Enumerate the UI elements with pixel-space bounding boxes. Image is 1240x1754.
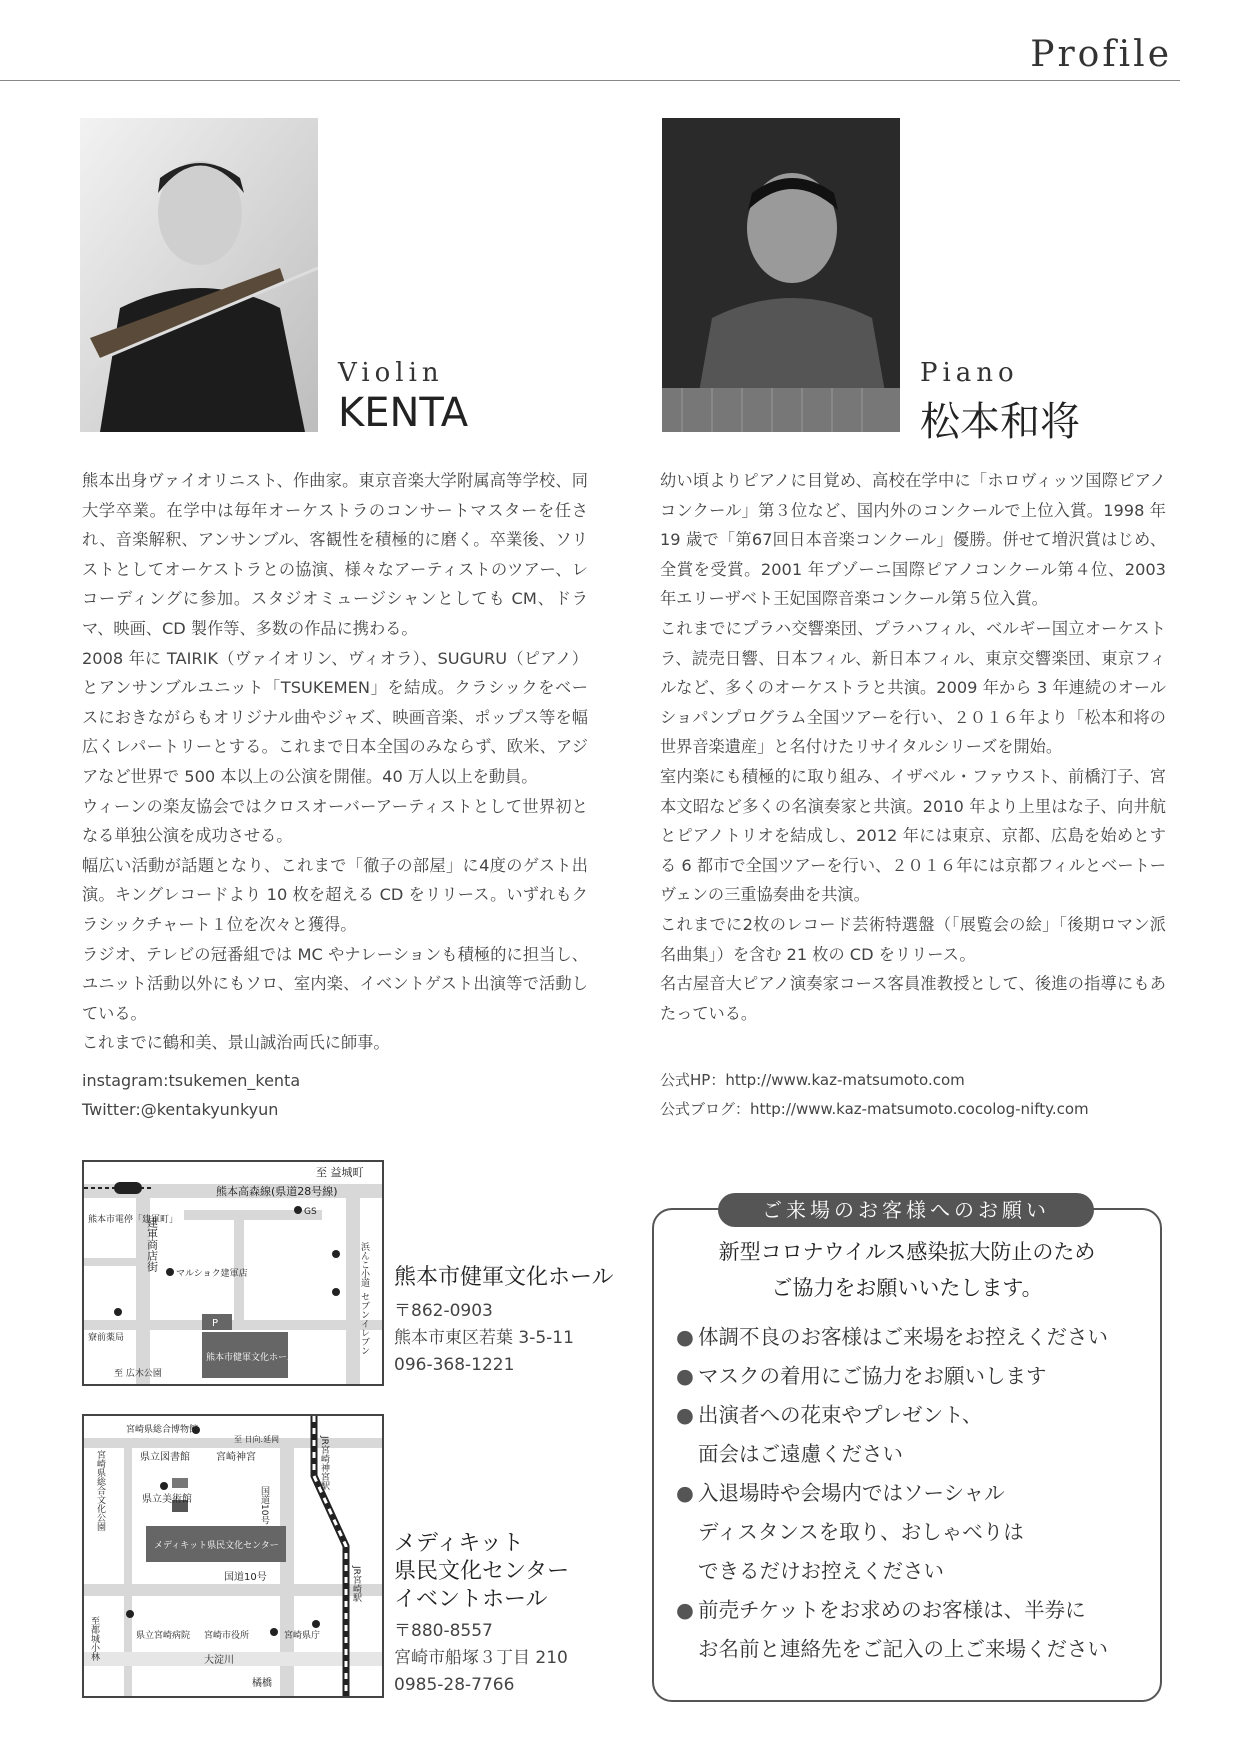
map-label-hall: 熊本市健軍文化ホール bbox=[206, 1353, 296, 1363]
title-divider bbox=[0, 80, 1180, 81]
venue-postal: 〒880-8557 bbox=[394, 1621, 493, 1641]
notice-text-continued: ディスタンスを取り、おしゃべりは bbox=[698, 1520, 1024, 1544]
official-site-link[interactable]: 公式HP：http://www.kaz-matsumoto.com bbox=[660, 1071, 965, 1089]
bio-paragraph: これまでに鶴和美、景山誠治両氏に師事。 bbox=[82, 1033, 390, 1053]
bio-paragraph: これまでに2枚のレコード芸術特選盤（「展覧会の絵」「後期ロマン派名曲集」）を含む 21 枚の CD をリリース。 bbox=[660, 914, 1166, 964]
bio-paragraph: 熊本出身ヴァイオリニスト、作曲家。東京音楽大学附属高等学校、同大学卒業。在学中は毎年オーケストラのコンサートマスターを任され、音楽解釈、アンサンブル、客観性を積極的に磨く。卒業後、ソリストとしてオーケストラとの協演、様々なアーティストのツアー、レコーディングに参加。スタジオミュージシャンとしても CM、ドラマ、映画、CD 製作等、多数の作品に携わる。 bbox=[82, 471, 588, 638]
map-label-bridge: 橘橋 bbox=[252, 1678, 272, 1689]
notice-text: 体調不良のお客様はご来場をお控えください bbox=[698, 1325, 1108, 1349]
notice-item bbox=[676, 1474, 1156, 1591]
map-label-north: 至 益城町 bbox=[316, 1166, 364, 1179]
notice-text: 入退場時や会場内ではソーシャル bbox=[698, 1481, 1005, 1505]
bio-paragraph: 室内楽にも積極的に取り組み、イザベル・ファウスト、前橋汀子、宮本文昭など多くの名演奏家と共演。2010 年より上里はな子、向井航とピアノトリオを結成し、2012 年には東京、京都、広島を始めとする 6 都市で全国ツアーを行い、２０１６年には京都フィルとベートーヴェンの三重協奏曲を共演。 bbox=[660, 766, 1166, 905]
map-label-museum: 宮崎県総合博物館 bbox=[126, 1425, 199, 1435]
map-label-river: 大淀川 bbox=[204, 1655, 234, 1666]
notice-text-continued: お名前と連絡先をご記入の上ご来場ください bbox=[698, 1637, 1108, 1661]
map-label-city-hall: 宮崎市役所 bbox=[204, 1631, 250, 1641]
miyazaki-center-info bbox=[394, 1530, 634, 1699]
instagram-link[interactable]: instagram:tsukemen_kenta bbox=[82, 1071, 301, 1090]
map-label-hamakko: 浜んこ小道 bbox=[359, 1242, 369, 1287]
map-label-shrine: 宮崎神宮 bbox=[216, 1452, 256, 1463]
violin-role: Violin bbox=[338, 358, 444, 388]
bio-paragraph: 幼い頃よりピアノに目覚め、高校在学中に「ホロヴィッツ国際ピアノコンクール」第３位など、国内外のコンクールで上位入賞。1998 年19 歳で「第67回日本音楽コンクール」優勝。併せて増沢賞はじめ、全賞を受賞。2001 年ブゾーニ国際ピアノコンクール第４位、2003 年エリーザベト王妃国際音楽コンクール第５位入賞。 bbox=[660, 471, 1166, 609]
map-label-center: メディキット県民文化センター bbox=[154, 1541, 279, 1551]
venue-name: 熊本市健軍文化ホール bbox=[394, 1265, 614, 1290]
venue-address: 熊本市東区若葉 3-5-11 bbox=[394, 1328, 574, 1348]
map-label-to-north: 至 日向.延岡 bbox=[234, 1435, 280, 1444]
map-label-road: 熊本高森線(県道28号線) bbox=[216, 1185, 338, 1198]
notice-item bbox=[676, 1318, 1156, 1357]
violin-bio bbox=[82, 466, 588, 1058]
violinist-photo bbox=[80, 118, 318, 432]
map-label-hospital: 県立宮崎病院 bbox=[136, 1631, 191, 1641]
map-label-pref-office: 宮崎県庁 bbox=[284, 1631, 321, 1641]
map-label-gs: GS bbox=[304, 1207, 317, 1217]
page-title: Profile bbox=[1030, 34, 1172, 75]
piano-role: Piano bbox=[920, 358, 1019, 388]
twitter-link[interactable]: Twitter:@kentakyunkyun bbox=[82, 1100, 279, 1119]
notice-list bbox=[676, 1318, 1156, 1669]
venue-name-line: メディキット bbox=[394, 1531, 524, 1556]
map-label-miyakonojo: 至都城小林 bbox=[89, 1616, 99, 1661]
notice-text-continued: できるだけお控えください bbox=[698, 1559, 944, 1583]
kengun-hall-info bbox=[394, 1264, 634, 1379]
map-label-jr-miyazaki: JR宮崎駅 bbox=[351, 1566, 361, 1602]
map-label-pharmacy: 寮前薬局 bbox=[88, 1333, 125, 1343]
map-label-marushoku: マルショク建軍店 bbox=[176, 1269, 248, 1279]
map-label-south: 至 広木公園 bbox=[114, 1369, 162, 1379]
notice-item bbox=[676, 1396, 1156, 1474]
map-label-seven: セブンイレブン bbox=[359, 1292, 369, 1355]
venue-address: 宮崎市船塚３丁目 210 bbox=[394, 1648, 568, 1668]
map-label-tram: 熊本市電停「建軍町」 bbox=[88, 1215, 179, 1225]
map-label-park: 宮崎県総合文化公園 bbox=[95, 1450, 105, 1531]
notice-text: 出演者への花束やプレゼント、 bbox=[698, 1403, 983, 1427]
map-label-library: 県立図書館 bbox=[140, 1452, 190, 1463]
notice-lead-line: ご協力をお願いいたします。 bbox=[771, 1276, 1043, 1300]
notice-text: マスクの着用にご協力をお願いします bbox=[698, 1364, 1047, 1388]
map-label-route10-h: 国道10号 bbox=[224, 1572, 267, 1583]
map-label-route10-v: 国道10号 bbox=[259, 1486, 269, 1525]
violin-artist-name: KENTA bbox=[338, 390, 469, 436]
notice-item bbox=[676, 1357, 1156, 1396]
violin-links bbox=[82, 1066, 582, 1124]
map-label-art-museum: 県立美術館 bbox=[142, 1494, 192, 1505]
bullet-icon: ● bbox=[676, 1364, 694, 1388]
kengun-hall-map bbox=[82, 1160, 384, 1386]
bio-paragraph: 幅広い活動が話題となり、これまで「徹子の部屋」に4度のゲスト出演。キングレコードより 10 枚を超える CD をリリース。いずれもクラシックチャート１位を次々と獲得。 bbox=[82, 855, 588, 934]
bio-paragraph: 名古屋音大ピアノ演奏家コース客員准教授として、後進の指導にもあたっている。 bbox=[660, 974, 1166, 1023]
notice-heading: ご来場のお客様へのお願い bbox=[718, 1193, 1094, 1227]
map-label-parking: P bbox=[212, 1318, 219, 1329]
notice-text-continued: 面会はご遠慮ください bbox=[698, 1442, 903, 1466]
notice-lead-line: 新型コロナウイルス感染拡大防止のため bbox=[718, 1240, 1096, 1264]
venue-phone: 0985-28-7766 bbox=[394, 1675, 515, 1695]
piano-bio bbox=[660, 466, 1166, 1028]
bio-paragraph: ラジオ、テレビの冠番組では MC やナレーションも積極的に担当し、ユニット活動以外にもソロ、室内楽、イベントゲスト出演等で活動している。 bbox=[82, 944, 588, 1023]
notice-item bbox=[676, 1591, 1156, 1669]
bio-paragraph: これまでにプラハ交響楽団、プラハフィル、ベルギー国立オーケストラ、読売日響、日本フィル、新日本フィル、東京交響楽団、東京フィルなど、多くのオーケストラと共演。2009 年から 3 年連続のオールショパンプログラム全国ツアーを行い、２０１６年より「松本和将の世界音楽遺産」と名付けたリサイタルシリーズを開始。 bbox=[660, 618, 1166, 757]
bullet-icon: ● bbox=[676, 1325, 694, 1349]
bullet-icon: ● bbox=[676, 1403, 694, 1427]
bullet-icon: ● bbox=[676, 1598, 694, 1622]
venue-postal: 〒862-0903 bbox=[394, 1301, 493, 1321]
map-label-jr-jingu: JR宮崎神宮駅 bbox=[319, 1436, 329, 1490]
miyazaki-center-map bbox=[82, 1414, 384, 1698]
pianist-photo bbox=[662, 118, 900, 432]
notice-text: 前売チケットをお求めのお客様は、半券に bbox=[698, 1598, 1086, 1622]
venue-phone: 096-368-1221 bbox=[394, 1355, 515, 1375]
bullet-icon: ● bbox=[676, 1481, 694, 1505]
official-blog-link[interactable]: 公式ブログ：http://www.kaz-matsumoto.cocolog-nifty.com bbox=[660, 1100, 1089, 1118]
piano-artist-name: 松本和将 bbox=[920, 399, 1080, 445]
bio-paragraph: 2008 年に TAIRIK（ヴァイオリン、ヴィオラ）、SUGURU（ピアノ）とアンサンブルユニット「TSUKEMEN」を結成。クラシックをベースにおきながらもオリジナル曲やジャズ、映画音楽、ポップス等を幅広くレパートリーとする。これまで日本全国のみならず、欧米、アジアなど世界で 500 本以上の公演を開催。40 万人以上を動員。 bbox=[82, 648, 588, 786]
piano-links bbox=[660, 1066, 1160, 1124]
bio-paragraph: ウィーンの楽友協会ではクロスオーバーアーティストとして世界初となる単独公演を成功させる。 bbox=[82, 796, 588, 846]
venue-name-line: イベントホール bbox=[394, 1587, 548, 1612]
map-label-street: 建軍商店街 bbox=[145, 1217, 159, 1272]
venue-name-line: 県民文化センター bbox=[394, 1559, 570, 1584]
